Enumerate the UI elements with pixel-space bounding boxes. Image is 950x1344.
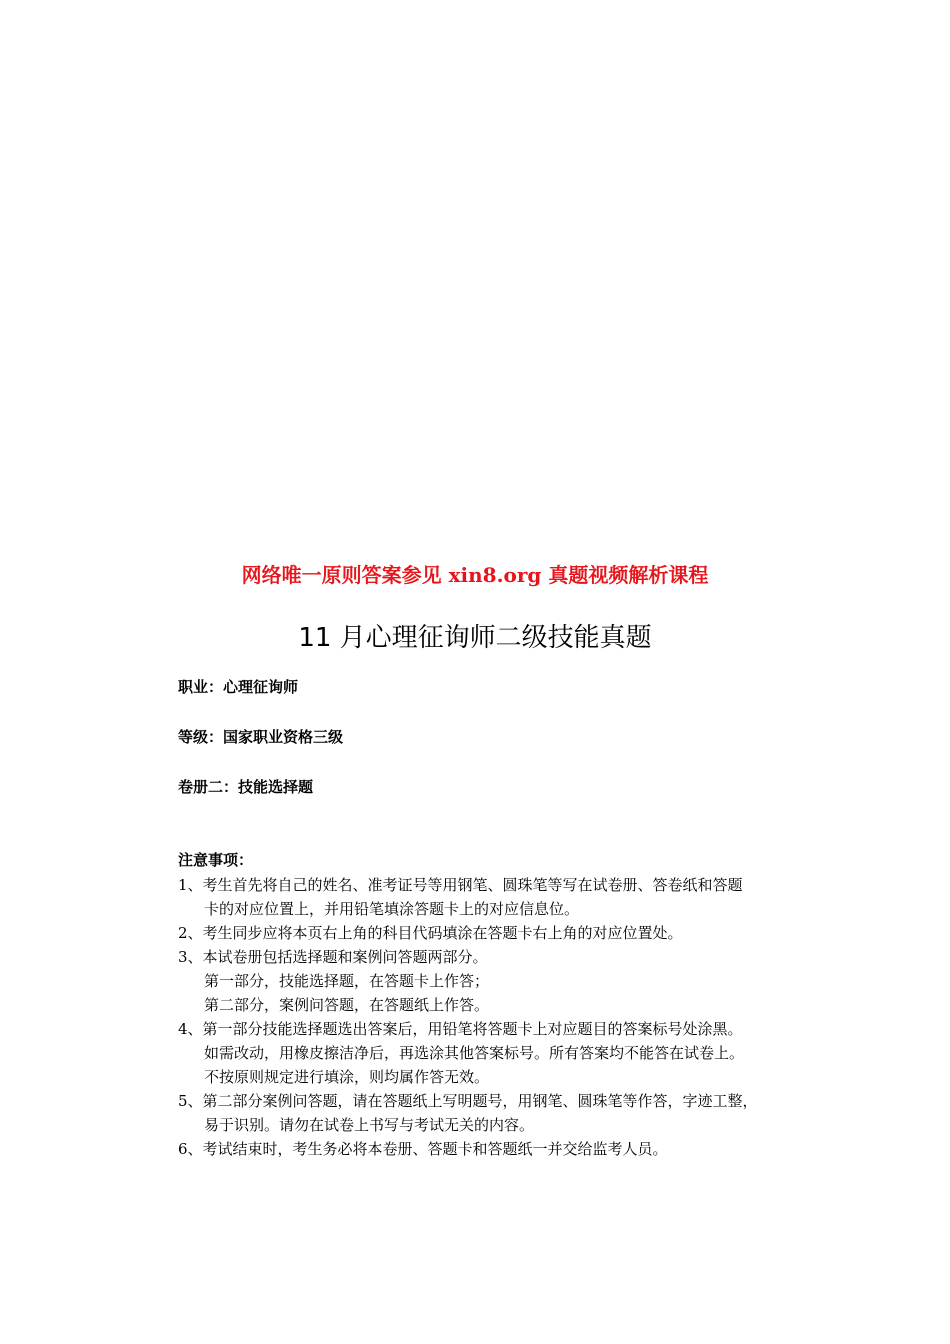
- note-line-5: 第一部分，技能选择题，在答题卡上作答；: [204, 972, 490, 990]
- note-line-1: 1、考生首先将自己的姓名、准考证号等用钢笔、圆珠笔等写在试卷册、答卷纸和答题: [178, 876, 743, 894]
- note-line-11: 易于识别。请勿在试卷上书写与考试无关的内容。: [204, 1116, 535, 1134]
- notes-heading: 注意事项：: [178, 851, 254, 869]
- note-line-9: 不按原则规定进行填涂，则均属作答无效。: [204, 1068, 490, 1086]
- note-line-6: 第二部分，案例问答题，在答题纸上作答。: [204, 996, 490, 1014]
- level-line: 等级：国家职业资格三级: [178, 728, 344, 746]
- note-line-7: 4、第一部分技能选择题选出答案后，用铅笔将答题卡上对应题目的答案标号处涂黑。: [178, 1020, 743, 1038]
- note-line-10: 5、第二部分案例问答题，请在答题纸上写明题号，用钢笔、圆珠笔等作答，字迹工整，: [178, 1092, 758, 1110]
- occupation-line: 职业：心理征询师: [178, 678, 299, 696]
- note-line-4: 3、本试卷册包括选择题和案例问答题两部分。: [178, 948, 488, 966]
- volume-line: 卷册二：技能选择题: [178, 778, 314, 796]
- note-line-8: 如需改动，用橡皮擦洁净后，再选涂其他答案标号。所有答案均不能答在试卷上。: [204, 1044, 745, 1062]
- note-line-12: 6、考试结束时，考生务必将本卷册、答题卡和答题纸一并交给监考人员。: [178, 1140, 668, 1158]
- banner-link-text: 网络唯一原则答案参见 xin8.org 真题视频解析课程: [241, 563, 709, 587]
- page-title: 11 月心理征询师二级技能真题: [298, 623, 652, 653]
- note-line-2: 卡的对应位置上，并用铅笔填涂答题卡上的对应信息位。: [204, 900, 580, 918]
- note-line-3: 2、考生同步应将本页右上角的科目代码填涂在答题卡右上角的对应位置处。: [178, 924, 683, 942]
- notes-list: [178, 873, 838, 1161]
